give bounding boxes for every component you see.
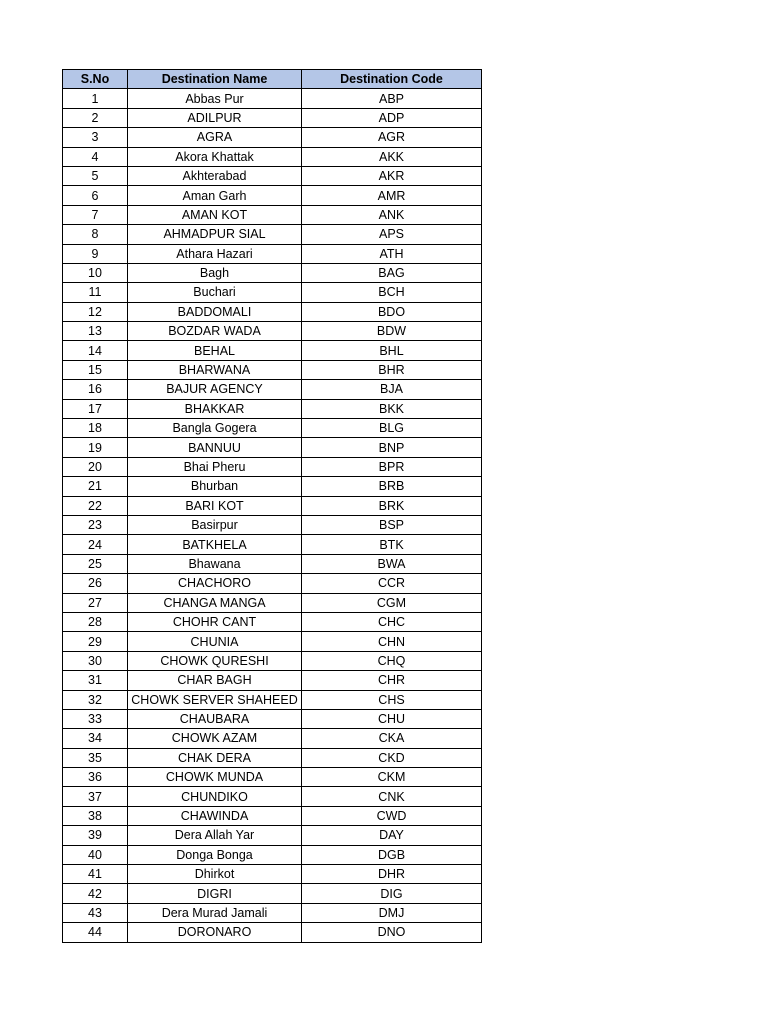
table-row: [63, 651, 482, 670]
destination-name-cell: Bhawana: [128, 554, 302, 573]
serial-number-cell: 8: [63, 225, 128, 244]
serial-number-cell: 16: [63, 380, 128, 399]
destination-code-cell: CHQ: [302, 651, 482, 670]
destination-code-cell: CHN: [302, 632, 482, 651]
destination-code-cell: BKK: [302, 399, 482, 418]
destination-name-cell: Buchari: [128, 283, 302, 302]
table-row: [63, 322, 482, 341]
table-row: [63, 302, 482, 321]
destination-code-cell: CKA: [302, 729, 482, 748]
destination-name-cell: CHOWK QURESHI: [128, 651, 302, 670]
serial-number-cell: 28: [63, 612, 128, 631]
destination-code-cell: AKK: [302, 147, 482, 166]
serial-number-cell: 24: [63, 535, 128, 554]
destination-code-cell: CHU: [302, 709, 482, 728]
destination-name-cell: Bhai Pheru: [128, 457, 302, 476]
table-row: [63, 166, 482, 185]
table-row: [63, 89, 482, 108]
table-row: [63, 865, 482, 884]
table-row: [63, 205, 482, 224]
destination-code-cell: BHR: [302, 360, 482, 379]
serial-number-cell: 36: [63, 768, 128, 787]
destination-code-cell: CHC: [302, 612, 482, 631]
destination-name-cell: CHOWK SERVER SHAHEED: [128, 690, 302, 709]
destination-code-cell: BLG: [302, 419, 482, 438]
destination-code-cell: AMR: [302, 186, 482, 205]
table-row: [63, 128, 482, 147]
destination-name-cell: CHUNDIKO: [128, 787, 302, 806]
destination-name-cell: BATKHELA: [128, 535, 302, 554]
destination-code-cell: DMJ: [302, 903, 482, 922]
destination-name-cell: CHANGA MANGA: [128, 593, 302, 612]
serial-number-cell: 11: [63, 283, 128, 302]
destination-code-cell: CWD: [302, 806, 482, 825]
destination-name-cell: BARI KOT: [128, 496, 302, 515]
serial-number-cell: 32: [63, 690, 128, 709]
destination-code-cell: CHR: [302, 671, 482, 690]
destination-code-cell: BCH: [302, 283, 482, 302]
table-row: [63, 554, 482, 573]
table-row: [63, 632, 482, 651]
table-row: [63, 729, 482, 748]
destination-name-cell: BHAKKAR: [128, 399, 302, 418]
header-serial-number: S.No: [63, 70, 128, 89]
destination-code-cell: BPR: [302, 457, 482, 476]
destination-name-cell: Dera Murad Jamali: [128, 903, 302, 922]
destination-name-cell: CHAK DERA: [128, 748, 302, 767]
serial-number-cell: 1: [63, 89, 128, 108]
table-row: [63, 806, 482, 825]
destination-code-cell: DIG: [302, 884, 482, 903]
table-row: [63, 496, 482, 515]
destination-name-cell: Donga Bonga: [128, 845, 302, 864]
serial-number-cell: 34: [63, 729, 128, 748]
destination-name-cell: CHOWK MUNDA: [128, 768, 302, 787]
serial-number-cell: 30: [63, 651, 128, 670]
destination-code-cell: CKD: [302, 748, 482, 767]
destination-name-cell: Bagh: [128, 263, 302, 282]
serial-number-cell: 15: [63, 360, 128, 379]
serial-number-cell: 7: [63, 205, 128, 224]
destination-code-cell: CKM: [302, 768, 482, 787]
table-row: [63, 419, 482, 438]
destination-name-cell: Bhurban: [128, 477, 302, 496]
destination-name-cell: Athara Hazari: [128, 244, 302, 263]
serial-number-cell: 19: [63, 438, 128, 457]
destination-name-cell: BADDOMALI: [128, 302, 302, 321]
serial-number-cell: 29: [63, 632, 128, 651]
serial-number-cell: 14: [63, 341, 128, 360]
destination-code-cell: CHS: [302, 690, 482, 709]
destination-code-cell: APS: [302, 225, 482, 244]
destination-code-cell: CCR: [302, 574, 482, 593]
table-row: [63, 244, 482, 263]
serial-number-cell: 44: [63, 923, 128, 942]
serial-number-cell: 39: [63, 826, 128, 845]
table-body: [63, 89, 482, 942]
table-row: [63, 515, 482, 534]
table-row: [63, 535, 482, 554]
table-row: [63, 845, 482, 864]
table-row: [63, 748, 482, 767]
serial-number-cell: 17: [63, 399, 128, 418]
destination-code-cell: AGR: [302, 128, 482, 147]
table-row: [63, 884, 482, 903]
table-row: [63, 477, 482, 496]
table-row: [63, 709, 482, 728]
serial-number-cell: 33: [63, 709, 128, 728]
table-row: [63, 360, 482, 379]
destination-name-cell: Dera Allah Yar: [128, 826, 302, 845]
destination-code-cell: BAG: [302, 263, 482, 282]
serial-number-cell: 27: [63, 593, 128, 612]
table-header: [63, 70, 482, 89]
destination-name-cell: CHAWINDA: [128, 806, 302, 825]
destination-code-cell: DNO: [302, 923, 482, 942]
serial-number-cell: 25: [63, 554, 128, 573]
serial-number-cell: 40: [63, 845, 128, 864]
destination-name-cell: BAJUR AGENCY: [128, 380, 302, 399]
serial-number-cell: 5: [63, 166, 128, 185]
destination-code-cell: BJA: [302, 380, 482, 399]
destination-code-cell: DHR: [302, 865, 482, 884]
serial-number-cell: 26: [63, 574, 128, 593]
table-row: [63, 341, 482, 360]
destination-code-cell: ANK: [302, 205, 482, 224]
serial-number-cell: 20: [63, 457, 128, 476]
destination-name-cell: BOZDAR WADA: [128, 322, 302, 341]
destination-table: [62, 69, 482, 943]
destination-code-cell: BHL: [302, 341, 482, 360]
table-row: [63, 593, 482, 612]
serial-number-cell: 3: [63, 128, 128, 147]
table-row: [63, 263, 482, 282]
destination-code-cell: DAY: [302, 826, 482, 845]
table-row: [63, 283, 482, 302]
serial-number-cell: 10: [63, 263, 128, 282]
destination-name-cell: Abbas Pur: [128, 89, 302, 108]
destination-code-cell: DGB: [302, 845, 482, 864]
destination-name-cell: BANNUU: [128, 438, 302, 457]
destination-name-cell: Bangla Gogera: [128, 419, 302, 438]
serial-number-cell: 37: [63, 787, 128, 806]
table-row: [63, 438, 482, 457]
serial-number-cell: 13: [63, 322, 128, 341]
destination-name-cell: AMAN KOT: [128, 205, 302, 224]
header-row: [63, 70, 482, 89]
destination-name-cell: ADILPUR: [128, 108, 302, 127]
destination-name-cell: CHOWK AZAM: [128, 729, 302, 748]
table-row: [63, 457, 482, 476]
serial-number-cell: 22: [63, 496, 128, 515]
header-destination-name: Destination Name: [128, 70, 302, 89]
destination-name-cell: BEHAL: [128, 341, 302, 360]
destination-name-cell: AHMADPUR SIAL: [128, 225, 302, 244]
destination-code-cell: BRB: [302, 477, 482, 496]
destination-code-cell: BRK: [302, 496, 482, 515]
table-row: [63, 671, 482, 690]
table-row: [63, 399, 482, 418]
table-row: [63, 690, 482, 709]
table-row: [63, 612, 482, 631]
serial-number-cell: 6: [63, 186, 128, 205]
serial-number-cell: 38: [63, 806, 128, 825]
destination-code-cell: ABP: [302, 89, 482, 108]
serial-number-cell: 41: [63, 865, 128, 884]
destination-code-cell: BNP: [302, 438, 482, 457]
serial-number-cell: 42: [63, 884, 128, 903]
destination-name-cell: Basirpur: [128, 515, 302, 534]
destination-code-cell: BSP: [302, 515, 482, 534]
destination-name-cell: BHARWANA: [128, 360, 302, 379]
destination-name-cell: CHAR BAGH: [128, 671, 302, 690]
destination-name-cell: Akhterabad: [128, 166, 302, 185]
destination-name-cell: CHOHR CANT: [128, 612, 302, 631]
table-row: [63, 574, 482, 593]
header-destination-code: Destination Code: [302, 70, 482, 89]
destination-code-cell: BDW: [302, 322, 482, 341]
destination-name-cell: DORONARO: [128, 923, 302, 942]
table-row: [63, 186, 482, 205]
destination-code-cell: BWA: [302, 554, 482, 573]
serial-number-cell: 35: [63, 748, 128, 767]
table-row: [63, 903, 482, 922]
table-row: [63, 826, 482, 845]
table-row: [63, 225, 482, 244]
serial-number-cell: 21: [63, 477, 128, 496]
destination-name-cell: CHAUBARA: [128, 709, 302, 728]
destination-name-cell: CHACHORO: [128, 574, 302, 593]
serial-number-cell: 18: [63, 419, 128, 438]
destination-name-cell: Akora Khattak: [128, 147, 302, 166]
destination-code-cell: BTK: [302, 535, 482, 554]
destination-code-cell: CNK: [302, 787, 482, 806]
destination-name-cell: DIGRI: [128, 884, 302, 903]
destination-code-cell: CGM: [302, 593, 482, 612]
table-row: [63, 108, 482, 127]
destination-code-cell: ATH: [302, 244, 482, 263]
destination-name-cell: Dhirkot: [128, 865, 302, 884]
destination-code-cell: BDO: [302, 302, 482, 321]
serial-number-cell: 23: [63, 515, 128, 534]
table-row: [63, 380, 482, 399]
serial-number-cell: 12: [63, 302, 128, 321]
serial-number-cell: 9: [63, 244, 128, 263]
serial-number-cell: 43: [63, 903, 128, 922]
destination-code-cell: ADP: [302, 108, 482, 127]
serial-number-cell: 2: [63, 108, 128, 127]
serial-number-cell: 4: [63, 147, 128, 166]
table-row: [63, 147, 482, 166]
table-row: [63, 787, 482, 806]
destination-name-cell: CHUNIA: [128, 632, 302, 651]
destination-name-cell: Aman Garh: [128, 186, 302, 205]
table-row: [63, 923, 482, 942]
destination-code-cell: AKR: [302, 166, 482, 185]
destination-name-cell: AGRA: [128, 128, 302, 147]
serial-number-cell: 31: [63, 671, 128, 690]
table-row: [63, 768, 482, 787]
